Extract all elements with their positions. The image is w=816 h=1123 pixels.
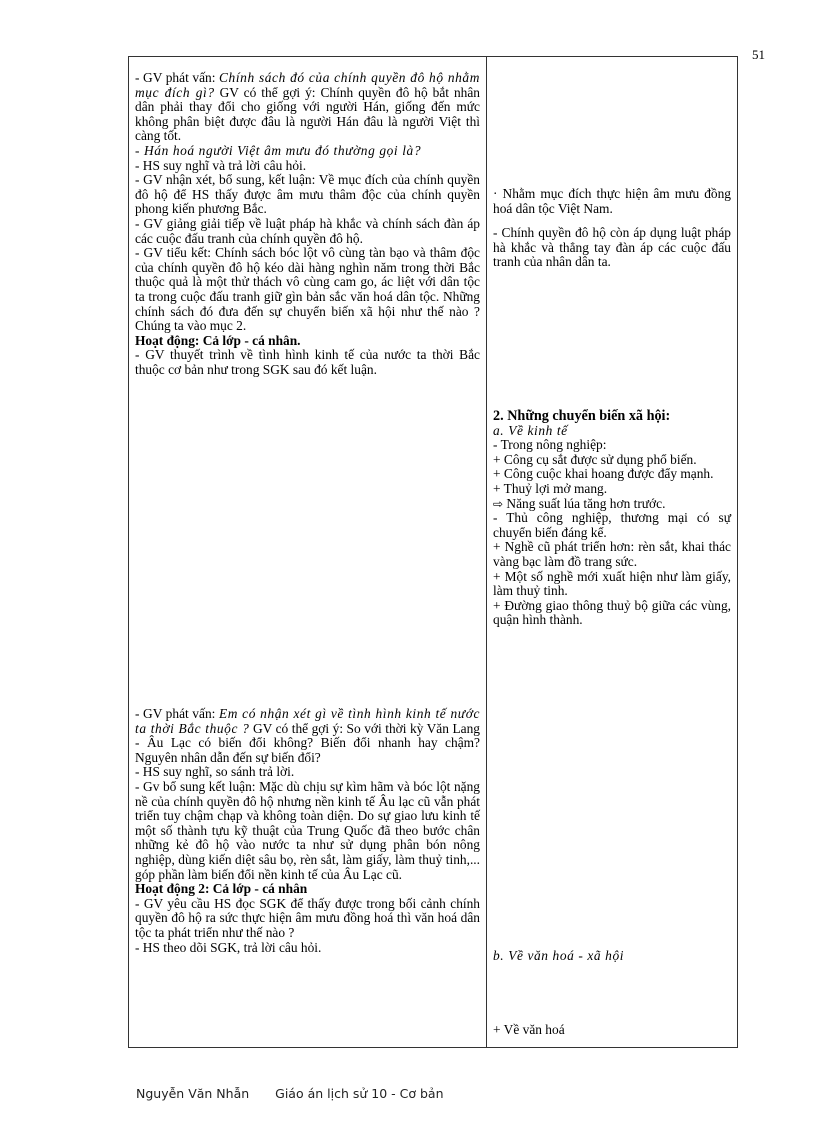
question-3: - GV phát vấn: Em có nhận xét gì về tình hình kinh tế nước ta thời Bắc thuộc ? GV có thể gợi ý: So với thời kỳ Văn Lang - Âu Lạc có biến đổi không? Biến đổi nhanh hay chậm? Nguyên nhân dẫn đến sự biến đổi? — [135, 706, 481, 765]
economy-item: + Thuỷ lợi mở mang. — [493, 480, 608, 496]
question-2: - Hán hoá người Việt âm mưu đó thường gọi là? — [135, 142, 422, 158]
student-response: - HS suy nghĩ và trả lời câu hỏi. — [135, 157, 307, 173]
teacher-explanation: - GV giảng giải tiếp về luật pháp hà khắc và chính sách đàn áp các cuộc đấu tranh của chính quyền đô hộ. — [135, 215, 480, 246]
activities-block-2 — [135, 707, 480, 955]
culture-item: + Về văn hoá — [493, 1022, 565, 1037]
question-1: - GV phát vấn: Chính sách đó của chính quyền đô hộ nhằm mục đích gì? GV có thể gợi ý: Chính quyền đô hộ bắt nhân dân phải thay đổi cho giống với người Hán, giống đến mức không phân biệt được đâu là người Hán đâu là người Việt thì càng tốt. — [135, 70, 480, 144]
page-number: 51 — [752, 47, 765, 62]
subheading-culture: b. Về văn hoá - xã hội — [493, 948, 625, 963]
activity-heading-1: Hoạt động: Cả lớp - cá nhân. — [135, 332, 301, 348]
teacher-presentation: - GV thuyết trình về tình hình kinh tế của nước ta thời Bắc thuộc cơ bản như trong SGK sau đó kết luận. — [135, 347, 480, 377]
result-line: ⇨ Năng suất lúa tăng hơn trước. — [493, 495, 666, 511]
craft-item: + Nghề cũ phát triển hơn: rèn sắt, khai thác vàng bạc làm đồ trang sức. — [493, 539, 731, 569]
lesson-table — [128, 56, 738, 1048]
craft-item: + Một số nghề mới xuất hiện như làm giấy, làm thuỷ tinh. — [493, 568, 731, 599]
student-task: - HS theo dõi SGK, trả lời câu hỏi. — [135, 939, 322, 955]
section-heading: 2. Những chuyển biến xã hội: — [493, 408, 671, 424]
aim-text: · Nhằm mục đích thực hiện âm mưu đồng hoá dân tộc Việt Nam. — [493, 186, 731, 216]
teacher-activities-column — [129, 57, 487, 1047]
footer-author: Nguyễn Văn Nhẫn — [136, 1086, 250, 1101]
arrow-right-icon: ⇨ — [493, 496, 504, 511]
activities-block-1 — [135, 71, 480, 377]
teacher-conclusion-2: - Gv bổ sung kết luận: Mặc dù chịu sự kìm hãm và bóc lột nặng nề của chính quyền đô hộ nhưng nền kinh tế Âu lạc cũ vẫn phát triển tuy chậm chạp và không toàn diện. Do sự giao lưu kinh tế một số thành tựu kỹ thuật của Trung Quốc đã theo bước chân những kẻ đô hộ vào nước ta như sử dụng phân bón nông nghiệp, dùng kiến diệt sâu bọ, rèn sắt, làm giấy, làm thuỷ tinh,... góp phần làm biến đổi nền kinh tế của Âu Lạc cũ. — [135, 778, 480, 882]
aim-block — [493, 187, 731, 270]
law-text: - Chính quyền đô hộ còn áp dụng luật pháp hà khắc và thẳng tay đàn áp các cuộc đấu tranh của nhân dân ta. — [493, 225, 731, 270]
culture-block — [493, 1023, 731, 1038]
craft-item: + Đường giao thông thuỷ bộ giữa các vùng, quận hình thành. — [493, 597, 731, 628]
student-response-2: - HS suy nghĩ, so sánh trả lời. — [135, 764, 295, 780]
teacher-summary: - GV tiểu kết: Chính sách bóc lột vô cùng tàn bạo và thâm độc của chính quyền đô hộ kéo dài hàng nghìn năm trong thời Bắc thuộc quả là một thử thách vô cùng cam go, ác liệt với dân tộc ta trong cuộc đấu tranh giữ gìn bản sắc văn hoá dân tộc. Những chính sách đó đưa đến sự chuyển biến xã hội như thế nào ? Chúng ta vào mục 2. — [135, 245, 480, 334]
economy-item: - Trong nông nghiệp: — [493, 437, 607, 453]
teacher-conclusion: - GV nhận xét, bổ sung, kết luận: Về mục đích của chính quyền đô hộ để HS thấy được âm mưu thâm độc của chính quyền phong kiến phương Bắc. — [135, 172, 480, 217]
page-footer — [136, 1086, 444, 1101]
teacher-request: - GV yêu cầu HS đọc SGK để thấy được trong bối cảnh chính quyền đô hộ ra sức thực hiện âm mưu đồng hoá thì văn hoá dân tộc ta phát triển như thế nào ? — [135, 895, 480, 940]
footer-title: Giáo án lịch sử 10 - Cơ bản — [275, 1086, 444, 1101]
culture-subheading-block — [493, 949, 731, 964]
social-change-block — [493, 409, 731, 628]
craft-item: - Thủ công nghiệp, thương mại có sự chuyển biến đáng kể. — [493, 510, 731, 540]
knowledge-column — [487, 57, 737, 1047]
economy-item: + Công cụ sắt được sử dụng phổ biến. — [493, 451, 697, 467]
economy-item: + Công cuộc khai hoang được đẩy mạnh. — [493, 466, 714, 482]
subheading-economy: a. Về kinh tế — [493, 422, 568, 438]
activity-heading-2: Hoạt động 2: Cả lớp - cá nhân — [135, 881, 308, 897]
